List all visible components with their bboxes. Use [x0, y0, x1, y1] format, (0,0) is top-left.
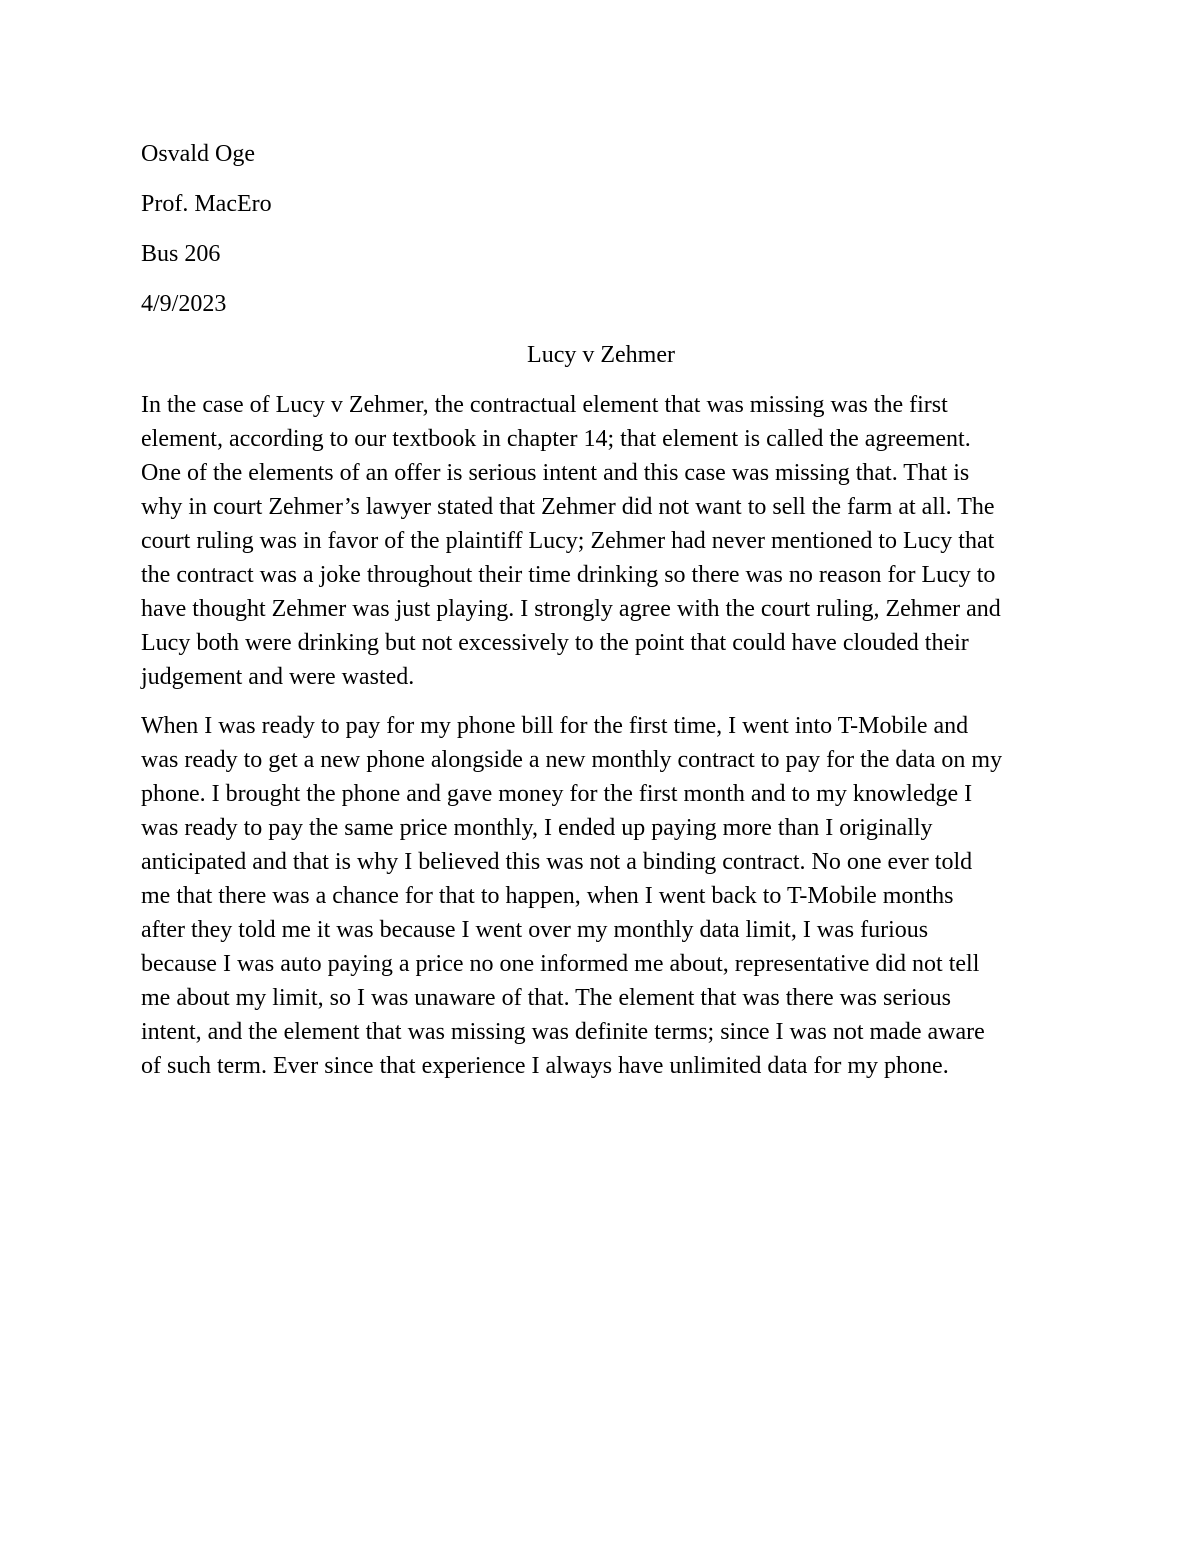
- paragraph-line: court ruling was in favor of the plaintiff Lucy; Zehmer had never mentioned to Lucy that: [141, 528, 995, 554]
- paragraph-line: was ready to get a new phone alongside a new monthly contract to pay for the data on my: [141, 747, 1003, 773]
- paragraph-line: me about my limit, so I was unaware of that. The element that was there was serious: [141, 985, 951, 1011]
- paragraph-line: because I was auto paying a price no one informed me about, representative did not tell: [141, 951, 980, 977]
- paragraph-1: [141, 388, 1071, 694]
- paragraph-line: When I was ready to pay for my phone bill for the first time, I went into T-Mobile and: [141, 713, 969, 739]
- document-header: [141, 142, 1041, 342]
- professor-name: Prof. MacEro: [141, 191, 272, 217]
- author-name: Osvald Oge: [141, 141, 255, 167]
- paragraph-line: Lucy both were drinking but not excessively to the point that could have clouded their: [141, 630, 969, 656]
- paragraph-line: why in court Zehmer’s lawyer stated that Zehmer did not want to sell the farm at all. The: [141, 494, 995, 520]
- paragraph-2: [141, 709, 1071, 1083]
- paragraph-line: phone. I brought the phone and gave money for the first month and to my knowledge I: [141, 781, 973, 807]
- paragraph-line: me that there was a chance for that to happen, when I went back to T-Mobile months: [141, 883, 954, 909]
- document-title: Lucy v Zehmer: [527, 342, 675, 368]
- paragraph-line: the contract was a joke throughout their time drinking so there was no reason for Lucy to: [141, 562, 996, 588]
- paragraph-line: intent, and the element that was missing was definite terms; since I was not made aware: [141, 1019, 985, 1045]
- paragraph-line: element, according to our textbook in chapter 14; that element is called the agreement.: [141, 426, 971, 452]
- paragraph-line: In the case of Lucy v Zehmer, the contractual element that was missing was the first: [141, 392, 948, 418]
- paragraph-line: after they told me it was because I went over my monthly data limit, I was furious: [141, 917, 929, 943]
- paragraph-line: anticipated and that is why I believed this was not a binding contract. No one ever told: [141, 849, 973, 875]
- paragraph-line: was ready to pay the same price monthly, I ended up paying more than I originally: [141, 815, 933, 841]
- paragraph-line: judgement and were wasted.: [141, 664, 415, 690]
- course-name: Bus 206: [141, 241, 221, 267]
- paragraph-line: have thought Zehmer was just playing. I strongly agree with the court ruling, Zehmer and: [141, 596, 1001, 622]
- paragraph-line: of such term. Ever since that experience I always have unlimited data for my phone.: [141, 1053, 949, 1079]
- paragraph-line: One of the elements of an offer is serious intent and this case was missing that. That is: [141, 460, 970, 486]
- document-date: 4/9/2023: [141, 291, 227, 317]
